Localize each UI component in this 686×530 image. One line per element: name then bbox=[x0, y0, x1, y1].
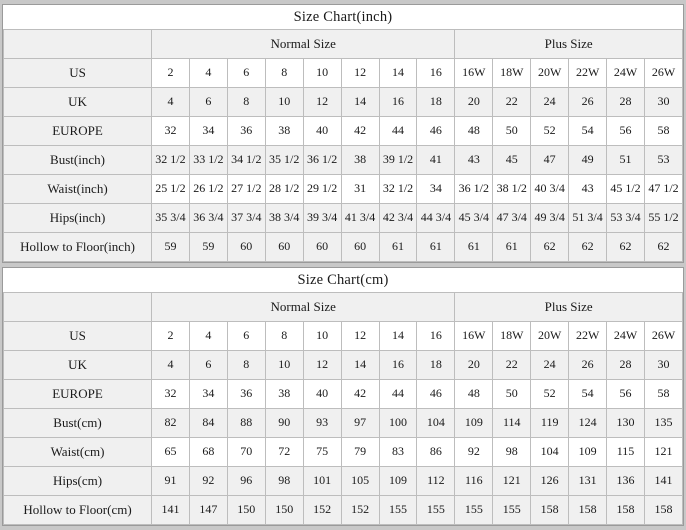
group-header-normal-inch: Normal Size bbox=[152, 30, 455, 59]
size-cell: 104 bbox=[417, 409, 455, 438]
size-cell: 60 bbox=[265, 233, 303, 262]
size-cell: 6 bbox=[189, 351, 227, 380]
size-cell: 109 bbox=[455, 409, 493, 438]
row-label: EUROPE bbox=[4, 117, 152, 146]
size-cell: 53 3/4 bbox=[607, 204, 645, 233]
table-row bbox=[4, 467, 683, 496]
size-cell: 155 bbox=[455, 496, 493, 525]
size-cell: 92 bbox=[189, 467, 227, 496]
size-cell: 2 bbox=[152, 322, 190, 351]
size-cell: 119 bbox=[531, 409, 569, 438]
size-cell: 152 bbox=[303, 496, 341, 525]
size-cell: 22W bbox=[569, 322, 607, 351]
size-cell: 4 bbox=[189, 59, 227, 88]
table-row bbox=[4, 409, 683, 438]
size-cell: 41 bbox=[417, 146, 455, 175]
row-label: Hollow to Floor(cm) bbox=[4, 496, 152, 525]
size-cell: 26 1/2 bbox=[189, 175, 227, 204]
size-cell: 131 bbox=[569, 467, 607, 496]
size-cell: 36 bbox=[227, 117, 265, 146]
chart-title-inch: Size Chart(inch) bbox=[3, 5, 683, 29]
size-cell: 126 bbox=[531, 467, 569, 496]
size-cell: 112 bbox=[417, 467, 455, 496]
size-cell: 31 bbox=[341, 175, 379, 204]
size-cell: 150 bbox=[227, 496, 265, 525]
size-cell: 60 bbox=[341, 233, 379, 262]
size-cell: 98 bbox=[265, 467, 303, 496]
size-cell: 158 bbox=[644, 496, 682, 525]
size-cell: 30 bbox=[644, 88, 682, 117]
row-label: Waist(cm) bbox=[4, 438, 152, 467]
size-cell: 124 bbox=[569, 409, 607, 438]
table-row bbox=[4, 496, 683, 525]
size-cell: 12 bbox=[341, 59, 379, 88]
row-label: Hips(inch) bbox=[4, 204, 152, 233]
size-cell: 16 bbox=[417, 59, 455, 88]
size-cell: 8 bbox=[227, 351, 265, 380]
row-label: Bust(cm) bbox=[4, 409, 152, 438]
size-cell: 14 bbox=[379, 59, 417, 88]
size-cell: 32 1/2 bbox=[152, 146, 190, 175]
size-cell: 37 3/4 bbox=[227, 204, 265, 233]
size-cell: 35 1/2 bbox=[265, 146, 303, 175]
size-cell: 84 bbox=[189, 409, 227, 438]
group-header-plus-cm: Plus Size bbox=[455, 293, 683, 322]
table-row bbox=[4, 322, 683, 351]
size-cell: 50 bbox=[493, 380, 531, 409]
size-cell: 135 bbox=[644, 409, 682, 438]
size-cell: 42 bbox=[341, 380, 379, 409]
size-cell: 136 bbox=[607, 467, 645, 496]
size-cell: 39 3/4 bbox=[303, 204, 341, 233]
size-cell: 8 bbox=[265, 59, 303, 88]
size-table-cm bbox=[3, 292, 683, 525]
size-cell: 4 bbox=[152, 88, 190, 117]
row-label: Hollow to Floor(inch) bbox=[4, 233, 152, 262]
size-cell: 36 1/2 bbox=[303, 146, 341, 175]
size-cell: 88 bbox=[227, 409, 265, 438]
size-cell: 32 1/2 bbox=[379, 175, 417, 204]
size-cell: 60 bbox=[303, 233, 341, 262]
size-cell: 42 3/4 bbox=[379, 204, 417, 233]
table-row bbox=[4, 59, 683, 88]
table-row bbox=[4, 351, 683, 380]
size-cell: 79 bbox=[341, 438, 379, 467]
table-row bbox=[4, 380, 683, 409]
size-cell: 18 bbox=[417, 351, 455, 380]
size-cell: 6 bbox=[227, 322, 265, 351]
size-cell: 40 bbox=[303, 380, 341, 409]
size-cell: 46 bbox=[417, 117, 455, 146]
size-cell: 22 bbox=[493, 88, 531, 117]
size-cell: 152 bbox=[341, 496, 379, 525]
size-cell: 10 bbox=[303, 322, 341, 351]
table-row bbox=[4, 117, 683, 146]
size-cell: 61 bbox=[379, 233, 417, 262]
size-cell: 14 bbox=[379, 322, 417, 351]
size-cell: 62 bbox=[607, 233, 645, 262]
size-cell: 75 bbox=[303, 438, 341, 467]
size-cell: 34 bbox=[417, 175, 455, 204]
size-cell: 60 bbox=[227, 233, 265, 262]
size-cell: 97 bbox=[341, 409, 379, 438]
size-table-inch bbox=[3, 29, 683, 262]
row-label: US bbox=[4, 59, 152, 88]
size-cell: 52 bbox=[531, 117, 569, 146]
size-cell: 33 1/2 bbox=[189, 146, 227, 175]
size-cell: 26 bbox=[569, 351, 607, 380]
size-cell: 41 3/4 bbox=[341, 204, 379, 233]
size-cell: 38 3/4 bbox=[265, 204, 303, 233]
size-cell: 44 bbox=[379, 380, 417, 409]
size-cell: 83 bbox=[379, 438, 417, 467]
size-cell: 10 bbox=[265, 351, 303, 380]
size-cell: 47 3/4 bbox=[493, 204, 531, 233]
size-cell: 8 bbox=[227, 88, 265, 117]
size-cell: 18W bbox=[493, 322, 531, 351]
size-table-cm-body bbox=[4, 293, 683, 525]
size-cell: 98 bbox=[493, 438, 531, 467]
size-cell: 27 1/2 bbox=[227, 175, 265, 204]
size-cell: 28 bbox=[607, 88, 645, 117]
size-cell: 51 3/4 bbox=[569, 204, 607, 233]
size-cell: 22 bbox=[493, 351, 531, 380]
table-row bbox=[4, 175, 683, 204]
size-cell: 20 bbox=[455, 351, 493, 380]
size-cell: 101 bbox=[303, 467, 341, 496]
size-table-inch-body bbox=[4, 30, 683, 262]
size-cell: 62 bbox=[569, 233, 607, 262]
size-cell: 50 bbox=[493, 117, 531, 146]
row-label: UK bbox=[4, 351, 152, 380]
size-cell: 24W bbox=[607, 59, 645, 88]
size-cell: 35 3/4 bbox=[152, 204, 190, 233]
size-cell: 14 bbox=[341, 88, 379, 117]
size-cell: 38 1/2 bbox=[493, 175, 531, 204]
row-label: Bust(inch) bbox=[4, 146, 152, 175]
table-row bbox=[4, 88, 683, 117]
size-cell: 92 bbox=[455, 438, 493, 467]
size-cell: 34 1/2 bbox=[227, 146, 265, 175]
size-cell: 12 bbox=[341, 322, 379, 351]
size-cell: 49 3/4 bbox=[531, 204, 569, 233]
size-cell: 46 bbox=[417, 380, 455, 409]
size-cell: 18 bbox=[417, 88, 455, 117]
size-cell: 62 bbox=[644, 233, 682, 262]
size-cell: 54 bbox=[569, 380, 607, 409]
size-cell: 68 bbox=[189, 438, 227, 467]
size-cell: 55 1/2 bbox=[644, 204, 682, 233]
size-cell: 45 3/4 bbox=[455, 204, 493, 233]
size-cell: 130 bbox=[607, 409, 645, 438]
size-cell: 141 bbox=[152, 496, 190, 525]
size-cell: 14 bbox=[341, 351, 379, 380]
size-cell: 20W bbox=[531, 59, 569, 88]
size-cell: 48 bbox=[455, 380, 493, 409]
size-chart-inch bbox=[2, 4, 684, 263]
size-cell: 47 bbox=[531, 146, 569, 175]
size-cell: 20 bbox=[455, 88, 493, 117]
size-cell: 8 bbox=[265, 322, 303, 351]
size-cell: 121 bbox=[493, 467, 531, 496]
size-cell: 28 bbox=[607, 351, 645, 380]
size-cell: 36 1/2 bbox=[455, 175, 493, 204]
size-cell: 43 bbox=[455, 146, 493, 175]
size-cell: 36 bbox=[227, 380, 265, 409]
size-cell: 28 1/2 bbox=[265, 175, 303, 204]
size-cell: 24W bbox=[607, 322, 645, 351]
size-cell: 58 bbox=[644, 117, 682, 146]
table-row bbox=[4, 438, 683, 467]
size-cell: 90 bbox=[265, 409, 303, 438]
size-cell: 65 bbox=[152, 438, 190, 467]
size-cell: 42 bbox=[341, 117, 379, 146]
size-cell: 26W bbox=[644, 322, 682, 351]
size-cell: 38 bbox=[265, 117, 303, 146]
size-cell: 59 bbox=[152, 233, 190, 262]
size-cell: 53 bbox=[644, 146, 682, 175]
size-cell: 93 bbox=[303, 409, 341, 438]
size-cell: 40 3/4 bbox=[531, 175, 569, 204]
size-cell: 22W bbox=[569, 59, 607, 88]
size-cell: 24 bbox=[531, 88, 569, 117]
size-cell: 25 1/2 bbox=[152, 175, 190, 204]
corner-cell-cm bbox=[4, 293, 152, 322]
size-cell: 4 bbox=[152, 351, 190, 380]
size-cell: 24 bbox=[531, 351, 569, 380]
size-cell: 4 bbox=[189, 322, 227, 351]
size-cell: 26W bbox=[644, 59, 682, 88]
size-cell: 40 bbox=[303, 117, 341, 146]
size-cell: 6 bbox=[227, 59, 265, 88]
size-cell: 56 bbox=[607, 380, 645, 409]
size-cell: 116 bbox=[455, 467, 493, 496]
size-cell: 109 bbox=[379, 467, 417, 496]
row-label: Hips(cm) bbox=[4, 467, 152, 496]
chart-title-cm: Size Chart(cm) bbox=[3, 268, 683, 292]
group-header-row-inch bbox=[4, 30, 683, 59]
size-cell: 54 bbox=[569, 117, 607, 146]
size-cell: 105 bbox=[341, 467, 379, 496]
size-cell: 16 bbox=[379, 88, 417, 117]
size-cell: 158 bbox=[569, 496, 607, 525]
size-cell: 16 bbox=[379, 351, 417, 380]
table-row bbox=[4, 146, 683, 175]
size-cell: 47 1/2 bbox=[644, 175, 682, 204]
size-cell: 16W bbox=[455, 59, 493, 88]
corner-cell-inch bbox=[4, 30, 152, 59]
size-cell: 109 bbox=[569, 438, 607, 467]
size-cell: 91 bbox=[152, 467, 190, 496]
size-cell: 141 bbox=[644, 467, 682, 496]
size-cell: 16W bbox=[455, 322, 493, 351]
size-cell: 114 bbox=[493, 409, 531, 438]
row-label: US bbox=[4, 322, 152, 351]
size-cell: 20W bbox=[531, 322, 569, 351]
size-cell: 70 bbox=[227, 438, 265, 467]
size-cell: 72 bbox=[265, 438, 303, 467]
size-cell: 82 bbox=[152, 409, 190, 438]
size-cell: 6 bbox=[189, 88, 227, 117]
size-cell: 155 bbox=[379, 496, 417, 525]
size-chart-cm bbox=[2, 267, 684, 526]
size-cell: 158 bbox=[607, 496, 645, 525]
size-cell: 34 bbox=[189, 380, 227, 409]
size-cell: 155 bbox=[417, 496, 455, 525]
size-cell: 10 bbox=[265, 88, 303, 117]
size-cell: 100 bbox=[379, 409, 417, 438]
size-cell: 62 bbox=[531, 233, 569, 262]
group-header-row-cm bbox=[4, 293, 683, 322]
size-cell: 58 bbox=[644, 380, 682, 409]
size-cell: 10 bbox=[303, 59, 341, 88]
size-cell: 34 bbox=[189, 117, 227, 146]
size-cell: 38 bbox=[341, 146, 379, 175]
size-cell: 16 bbox=[417, 322, 455, 351]
size-cell: 96 bbox=[227, 467, 265, 496]
size-cell: 121 bbox=[644, 438, 682, 467]
size-cell: 44 3/4 bbox=[417, 204, 455, 233]
table-row bbox=[4, 233, 683, 262]
group-header-normal-cm: Normal Size bbox=[152, 293, 455, 322]
size-cell: 49 bbox=[569, 146, 607, 175]
size-cell: 61 bbox=[493, 233, 531, 262]
size-cell: 45 1/2 bbox=[607, 175, 645, 204]
size-cell: 61 bbox=[455, 233, 493, 262]
size-cell: 32 bbox=[152, 380, 190, 409]
size-cell: 147 bbox=[189, 496, 227, 525]
size-cell: 12 bbox=[303, 351, 341, 380]
size-cell: 44 bbox=[379, 117, 417, 146]
row-label: Waist(inch) bbox=[4, 175, 152, 204]
size-cell: 45 bbox=[493, 146, 531, 175]
group-header-plus-inch: Plus Size bbox=[455, 30, 683, 59]
size-cell: 56 bbox=[607, 117, 645, 146]
table-row bbox=[4, 204, 683, 233]
size-cell: 158 bbox=[531, 496, 569, 525]
size-cell: 18W bbox=[493, 59, 531, 88]
size-cell: 12 bbox=[303, 88, 341, 117]
size-cell: 104 bbox=[531, 438, 569, 467]
size-cell: 59 bbox=[189, 233, 227, 262]
size-cell: 115 bbox=[607, 438, 645, 467]
row-label: EUROPE bbox=[4, 380, 152, 409]
size-cell: 48 bbox=[455, 117, 493, 146]
size-cell: 30 bbox=[644, 351, 682, 380]
size-cell: 29 1/2 bbox=[303, 175, 341, 204]
size-cell: 52 bbox=[531, 380, 569, 409]
size-cell: 150 bbox=[265, 496, 303, 525]
size-cell: 36 3/4 bbox=[189, 204, 227, 233]
size-cell: 32 bbox=[152, 117, 190, 146]
size-cell: 86 bbox=[417, 438, 455, 467]
size-cell: 43 bbox=[569, 175, 607, 204]
size-cell: 39 1/2 bbox=[379, 146, 417, 175]
size-cell: 38 bbox=[265, 380, 303, 409]
row-label: UK bbox=[4, 88, 152, 117]
size-cell: 26 bbox=[569, 88, 607, 117]
size-cell: 2 bbox=[152, 59, 190, 88]
size-cell: 61 bbox=[417, 233, 455, 262]
size-cell: 51 bbox=[607, 146, 645, 175]
size-cell: 155 bbox=[493, 496, 531, 525]
